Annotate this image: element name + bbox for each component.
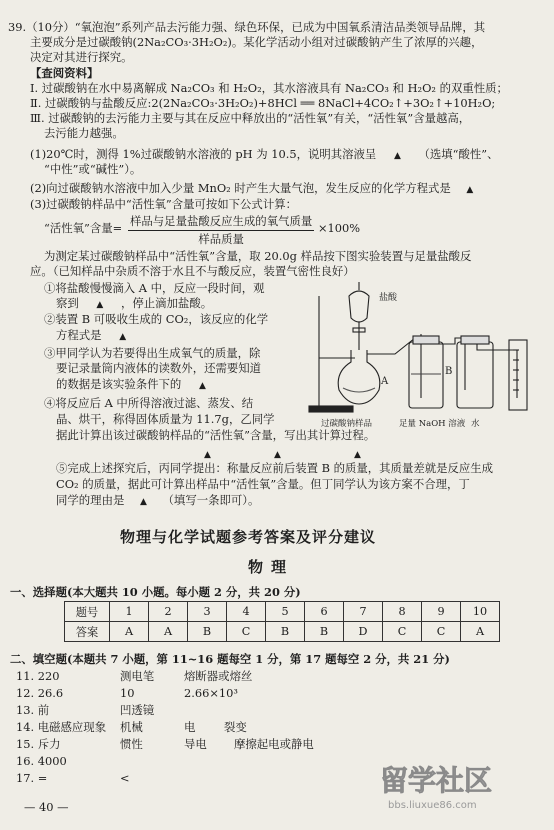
apparatus-figure [305, 278, 549, 438]
svg-text:留学社区: 留学社区 [380, 764, 493, 797]
dropping-funnel-icon [349, 282, 369, 350]
step-5-text-b: （填写一条即可）。 [162, 493, 260, 507]
table-cell: A [110, 622, 149, 642]
question-part-1-cont: “中性”或“碱性”）。 [44, 162, 142, 176]
step-3-line-1: ③甲同学认为若要得出生成氧气的质量，除 [44, 346, 261, 360]
formula-suffix: ×100% [318, 221, 361, 235]
table-cell: 8 [383, 602, 422, 622]
question-intro-line-3: 决定对其进行探究。 [30, 50, 133, 64]
table-cell: C [383, 622, 422, 642]
formula-denominator: 样品质量 [198, 232, 244, 246]
question-part-1 [30, 147, 499, 163]
fill-a: 机械 [120, 720, 143, 734]
answer-table [64, 601, 500, 642]
step-2-line-1: ②装置 B 可吸收生成的 CO₂，该反应的化学 [44, 312, 269, 326]
page-number: — 40 — [24, 800, 69, 814]
fill-num: 14. 电磁感应现象 [16, 720, 107, 734]
table-row [65, 602, 500, 622]
q1-options: （选填“酸性”、 [418, 147, 499, 161]
section-2-heading: 二、填空题(本题共 7 小题，第 11~16 题每空 1 分，第 17 题每空 2 分，共 21 分) [10, 652, 450, 666]
step-1-line-1: ①将盐酸慢慢滴入 A 中，反应一段时间，观 [44, 281, 265, 295]
table-head-cell: 答案 [65, 622, 110, 642]
tube-connectors [367, 334, 517, 398]
table-cell: B [305, 622, 344, 642]
reference-item-1: Ⅰ. 过碳酸钠在水中易离解成 Na₂CO₃ 和 H₂O₂，其水溶液具有 Na₂CO₃ 和 H₂O₂ 的双重性质； [30, 81, 508, 95]
label-acid: 盐酸 [379, 293, 398, 303]
table-cell: 6 [305, 602, 344, 622]
caption-water: 水 [471, 419, 480, 429]
water-bottle-icon [457, 336, 493, 408]
step-2-text: 方程式是 [56, 328, 102, 342]
fill-a: 10 [120, 686, 135, 700]
fill-num: 12. 26.6 [16, 686, 64, 700]
q1-text: (1)20℃时，测得 1%过碳酸钠水溶液的 pH 为 10.5，说明其溶液呈 [30, 147, 377, 161]
caption-naoh: 足量 NaOH 溶液 [399, 419, 466, 429]
table-cell: 2 [149, 602, 188, 622]
table-row [65, 622, 500, 642]
section-title-references: 【查阅资料】 [30, 66, 99, 80]
answer-blank: ▲ [139, 497, 147, 507]
step-5-line-2: CO₂ 的质量，据此可计算出样品中“活性氧”含量。但丁同学认为该方案不合理，丁 [56, 477, 470, 491]
table-cell: 5 [266, 602, 305, 622]
table-cell: C [422, 622, 461, 642]
step-1-line-2 [56, 296, 212, 312]
fill-c: 摩擦起电或静电 [234, 737, 314, 751]
answer-blank: ▲ [119, 332, 127, 342]
table-cell: B [266, 622, 305, 642]
formula-numerator: 样品与足量盐酸反应生成的氧气质量 [128, 213, 314, 231]
table-cell: B [188, 622, 227, 642]
watermark-logo [374, 756, 544, 816]
fill-a: 惯性 [120, 737, 143, 751]
table-cell: D [344, 622, 383, 642]
answer-blank: ▲ [354, 450, 361, 460]
table-cell: 3 [188, 602, 227, 622]
fill-num: 13. 前 [16, 703, 50, 717]
fill-b: 导电 [184, 737, 207, 751]
step-4-line-2: 晶、烘干，称得固体质量为 11.7g，乙同学 [56, 412, 275, 426]
table-cell: 9 [422, 602, 461, 622]
step-2-line-2 [56, 328, 126, 344]
answer-blank: ▲ [204, 450, 211, 460]
step-5-line-1: ⑤完成上述探究后，丙同学提出：称量反应前后装置 B 的质量，其质量差就是反应生成 [56, 461, 494, 475]
fill-num: 16. 4000 [16, 754, 67, 768]
fill-num: 11. 220 [16, 669, 60, 683]
iron-stand-icon [309, 296, 355, 412]
step-4-line-1: ④将反应后 A 中所得溶液过滤、蒸发、结 [44, 396, 254, 410]
question-intro-line-2: 主要成分是过碳酸钠(2Na₂CO₃·3H₂O₂)。某化学活动小组对过碳酸钠产生了浓厚的兴趣， [30, 35, 483, 49]
q2-text: (2)向过碳酸钠水溶液中加入少量 MnO₂ 时产生大量气泡，发生反应的化学方程式是 [30, 181, 451, 195]
answer-blank: ▲ [466, 185, 474, 195]
step-3-text: 的数据是该实验条件下的 [56, 377, 182, 391]
measure-line-1: 为测定某过碳酸钠样品中“活性氧”含量，取 20.0g 样品按下图实验装置与足量盐酸反 [44, 249, 472, 263]
label-b: B [445, 366, 453, 377]
answer-blank: ▲ [198, 381, 206, 391]
fill-num: 17. = [16, 771, 48, 785]
fill-a: 凹透镜 [120, 703, 155, 717]
fill-b: 电 [184, 720, 196, 734]
step-1-text-a: 察到 [56, 296, 79, 310]
caption-sample: 过碳酸钠样品 [321, 419, 373, 429]
fill-b: 熔断器或熔丝 [184, 669, 253, 683]
table-cell: 10 [461, 602, 500, 622]
reference-item-3-cont: 去污能力越强。 [44, 126, 124, 140]
table-cell: 7 [344, 602, 383, 622]
table-cell: 4 [227, 602, 266, 622]
step-4-line-3: 据此计算出该过碳酸钠样品的“活性氧”含量，写出其计算过程。 [56, 428, 376, 442]
measure-line-2: 应。（已知样品中杂质不溶于水且不与酸反应，装置气密性良好） [30, 264, 355, 278]
bottle-b-icon [409, 336, 443, 408]
table-cell: A [149, 622, 188, 642]
question-part-3: (3)过碳酸钠样品中“活性氧”含量可按如下公式计算： [30, 197, 297, 211]
step-3-line-2: 要记录量筒内液体的读数外，还需要知道 [56, 361, 262, 375]
formula-lhs: “活性氧”含量= [44, 221, 123, 235]
table-cell: A [461, 622, 500, 642]
fill-a: < [120, 771, 130, 785]
question-part-2 [30, 181, 473, 197]
answer-blank: ▲ [393, 151, 401, 161]
reference-item-2: Ⅱ. 过碳酸钠与盐酸反应:2(2Na₂CO₃·3H₂O₂)+8HCl ══ 8NaCl+4CO₂↑+3O₂↑+10H₂O; [30, 96, 496, 110]
section-1-heading: 一、选择题(本大题共 10 小题。每小题 2 分，共 20 分) [10, 585, 301, 599]
answers-subject-title: 物理 [248, 558, 295, 576]
table-head-cell: 题号 [65, 602, 110, 622]
fill-num: 15. 斥力 [16, 737, 61, 751]
step-5-text-a: 同学的理由是 [56, 493, 125, 507]
answer-blank: ▲ [274, 450, 281, 460]
table-cell: C [227, 622, 266, 642]
fill-a: 测电笔 [120, 669, 155, 683]
step-5-line-3 [56, 493, 259, 509]
svg-text:bbs.liuxue86.com: bbs.liuxue86.com [388, 800, 477, 811]
step-1-text-b: ，停止滴加盐酸。 [120, 296, 213, 310]
answers-main-title: 物理与化学试题参考答案及评分建议 [120, 528, 377, 546]
fill-b: 2.66×10³ [184, 686, 238, 700]
question-intro-line-1: 39.（10分）“氧泡泡”系列产品去污能力强、绿色环保，已成为中国氧系清洁品类领导品牌，其 [8, 20, 486, 34]
table-cell: 1 [110, 602, 149, 622]
answer-blank: ▲ [96, 300, 104, 310]
fill-c: 裂变 [224, 720, 247, 734]
label-a: A [381, 376, 389, 387]
formula-fraction [128, 213, 314, 247]
step-3-line-3 [56, 377, 206, 393]
reference-item-3: Ⅲ. 过碳酸钠的去污能力主要与其在反应中释放出的“活性氧”有关，“活性氧”含量越高， [30, 111, 471, 125]
